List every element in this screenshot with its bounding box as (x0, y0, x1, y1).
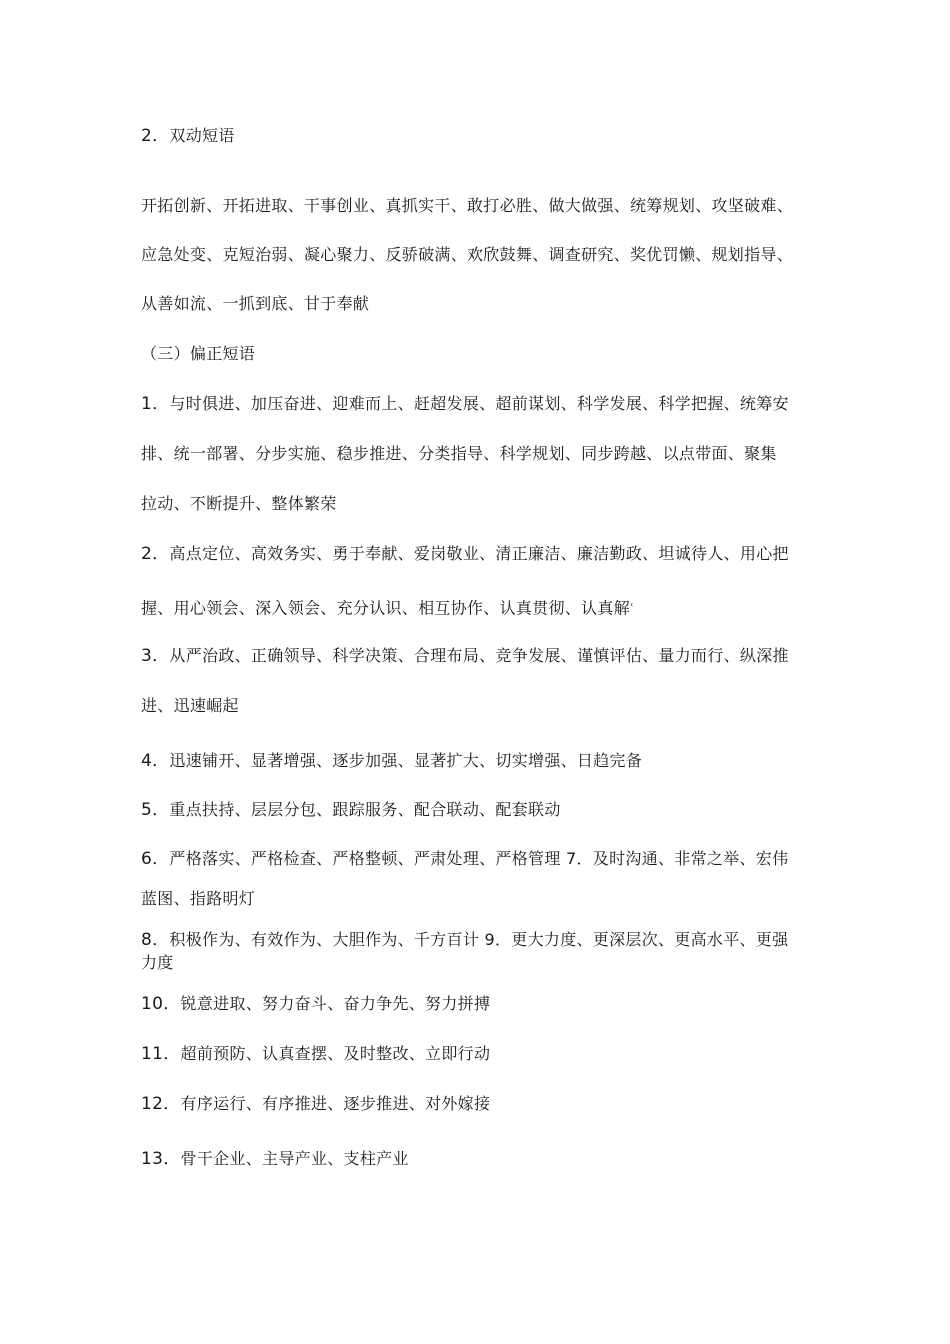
line-text: 积极作为、有效作为、大胆作为、千方百计 9．更大力度、更深层次、更高水平、更强 (169, 930, 789, 949)
line-text: 进、迅速崛起 (141, 696, 239, 715)
section-heading (141, 344, 255, 364)
list-item (141, 800, 561, 820)
item-number: 12． (141, 1094, 181, 1114)
item-number: 4． (141, 751, 170, 771)
text-line (141, 196, 793, 216)
line-text: 骨干企业、主导产业、支柱产业 (180, 1149, 409, 1168)
line-text: 蓝图、指路明灯 (141, 889, 256, 908)
list-item (141, 930, 788, 950)
item-number: 5． (141, 800, 170, 820)
line-text: 从严治政、正确领导、科学决策、合理布局、竞争发展、谨慎评估、量力而行、纵深推 (169, 646, 789, 665)
line-text: 开拓创新、开拓进取、干事创业、真抓实干、敢打必胜、做大做强、统筹规划、攻坚破难、 (141, 196, 794, 215)
list-item (141, 1044, 490, 1064)
item-number: 1． (141, 394, 170, 414)
text-line (141, 444, 777, 464)
item-number: 11． (141, 1044, 181, 1064)
line-text: 握、用心领会、深入领会、充分认识、相互协作、认真贯彻、认真解 (141, 598, 631, 618)
line-text: 有序运行、有序推进、逐步推进、对外嫁接 (180, 1094, 491, 1113)
text-line (141, 696, 239, 716)
line-text: 双动短语 (169, 126, 235, 145)
line-text: 锐意进取、努力奋斗、奋力争先、努力拼搏 (180, 994, 491, 1013)
text-line (141, 494, 337, 514)
line-text: 拉动、不断提升、整体繁荣 (141, 494, 337, 513)
item-number: 3． (141, 646, 170, 666)
line-text: 应急处变、克短治弱、凝心聚力、反骄破满、欢欣鼓舞、调查研究、奖优罚懒、规划指导、 (141, 245, 794, 264)
list-item (141, 1094, 490, 1114)
line-text: 排、统一部署、分步实施、稳步推进、分类指导、科学规划、同步跨越、以点带面、聚集 (141, 444, 777, 463)
text-line (141, 294, 369, 314)
list-item (141, 646, 789, 666)
line-text: （三）偏正短语 (141, 344, 256, 363)
list-item (141, 994, 490, 1014)
list-item (141, 394, 789, 414)
paragraph-heading (141, 126, 235, 146)
list-item (141, 751, 642, 771)
list-item (141, 544, 789, 564)
item-number: 8． (141, 930, 170, 950)
item-number: 2． (141, 126, 170, 146)
text-line (141, 953, 174, 973)
item-number: 10． (141, 994, 181, 1014)
text-line (141, 889, 255, 909)
item-number: 2． (141, 544, 170, 564)
line-text: 重点扶持、层层分包、跟踪服务、配合联动、配套联动 (169, 800, 561, 819)
list-item (141, 1149, 409, 1169)
list-item (141, 849, 788, 869)
item-number: 13． (141, 1149, 181, 1169)
stray-mark: ‹ (630, 600, 634, 609)
line-text: 与时俱进、加压奋进、迎难而上、赶超发展、超前谋划、科学发展、科学把握、统筹安 (169, 394, 789, 413)
line-text: 力度 (141, 953, 174, 972)
line-text: 超前预防、认真查摆、及时整改、立即行动 (180, 1044, 491, 1063)
line-text: 高点定位、高效务实、勇于奉献、爱岗敬业、清正廉洁、廉洁勤政、坦诚待人、用心把 (169, 544, 789, 563)
text-line (141, 245, 793, 265)
line-text: 从善如流、一抓到底、甘于奉献 (141, 294, 370, 313)
item-number: 6． (141, 849, 170, 869)
line-text: 严格落实、严格检查、严格整顿、严肃处理、严格管理 7．及时沟通、非常之举、宏伟 (169, 849, 789, 868)
text-line (141, 595, 634, 618)
line-text: 迅速铺开、显著增强、逐步加强、显著扩大、切实增强、日趋完备 (169, 751, 643, 770)
